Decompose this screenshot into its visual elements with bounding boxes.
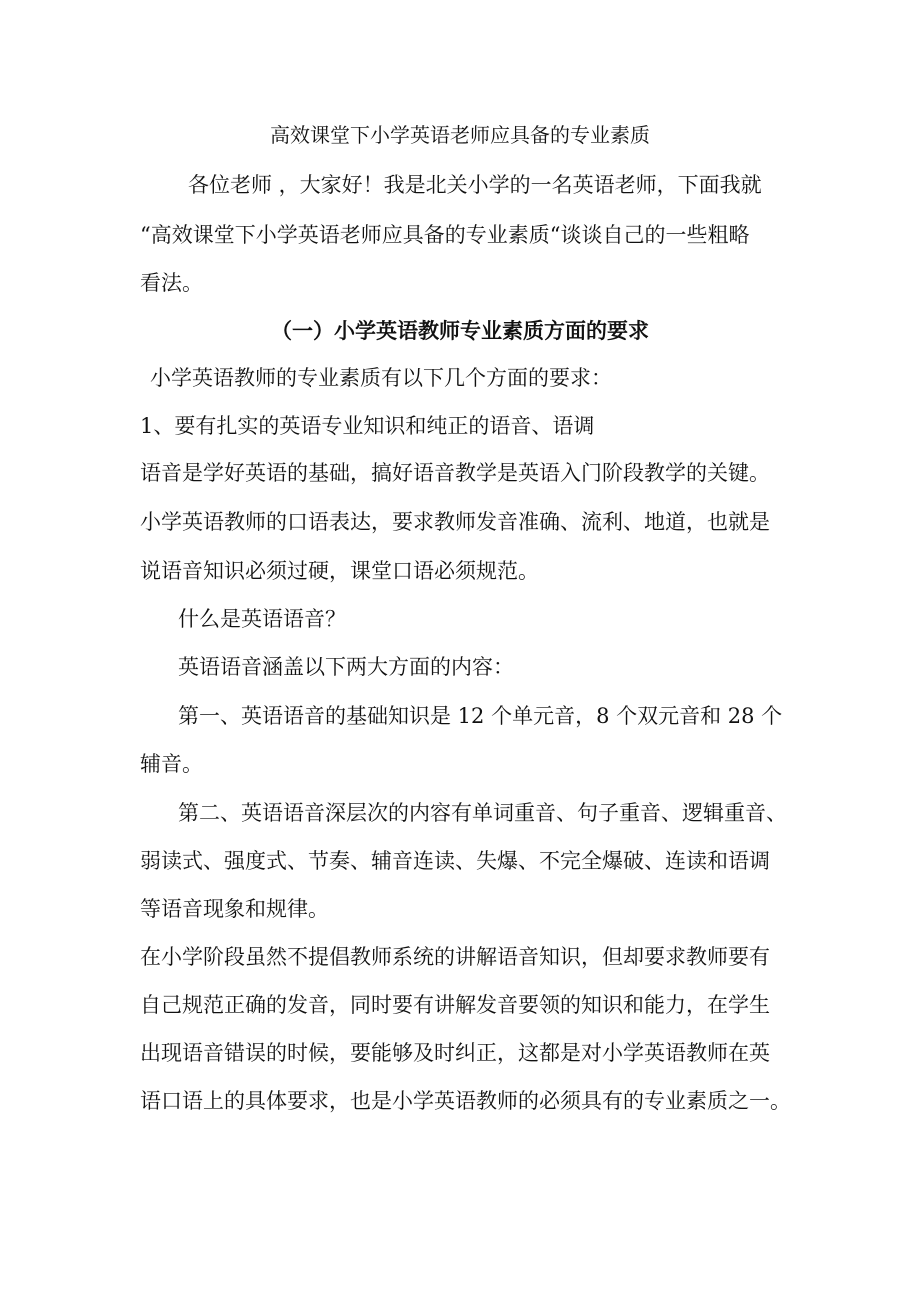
- para1-line-2: 小学英语教师的口语表达，要求教师发音准确、流利、地道，也就是: [140, 510, 770, 534]
- question-line: 什么是英语语音？: [178, 607, 346, 631]
- para2-line-1: 在小学阶段虽然不提倡教师系统的讲解语音知识，但却要求教师要有: [140, 945, 770, 969]
- point1-line-2: 辅音。: [140, 752, 203, 776]
- point2-line-2: 弱读式、强度式、节奏、辅音连读、失爆、不完全爆破、连读和语调: [140, 849, 770, 873]
- para1-line-1: 语音是学好英语的基础，搞好语音教学是英语入门阶段教学的关键。: [140, 461, 770, 485]
- answer-lead-line: 英语语音涵盖以下两大方面的内容：: [178, 655, 514, 679]
- lead-paragraph: 小学英语教师的专业素质有以下几个方面的要求：: [150, 366, 612, 390]
- item1-heading: 1、要有扎实的英语专业知识和纯正的语音、语调: [140, 414, 595, 438]
- document-title: 高效课堂下小学英语老师应具备的专业素质: [270, 123, 650, 147]
- intro-line-2: “高效课堂下小学英语老师应具备的专业素质“谈谈自己的一些粗略: [140, 223, 750, 247]
- point1-line-1: 第一、英语语音的基础知识是 12 个单元音，8 个双元音和 28 个: [178, 704, 783, 728]
- para1-line-3: 说语音知识必须过硬，课堂口语必须规范。: [140, 559, 539, 583]
- para2-line-3: 出现语音错误的时候，要能够及时纠正，这都是对小学英语教师在英: [140, 1041, 770, 1065]
- point2-line-1: 第二、英语语音深层次的内容有单词重音、句子重音、逻辑重音、: [178, 801, 787, 825]
- point2-line-3: 等语音现象和规律。: [140, 897, 329, 921]
- section-heading: （一）小学英语教师专业素质方面的要求: [271, 318, 649, 343]
- intro-line-1: 各位老师 ，大家好！我是北关小学的一名英语老师，下面我就: [188, 173, 762, 197]
- intro-line-3: 看法。: [140, 271, 203, 295]
- para2-line-2: 自己规范正确的发音，同时要有讲解发音要领的知识和能力，在学生: [140, 993, 770, 1017]
- para2-line-4: 语口语上的具体要求，也是小学英语教师的必须具有的专业素质之一。: [140, 1089, 791, 1113]
